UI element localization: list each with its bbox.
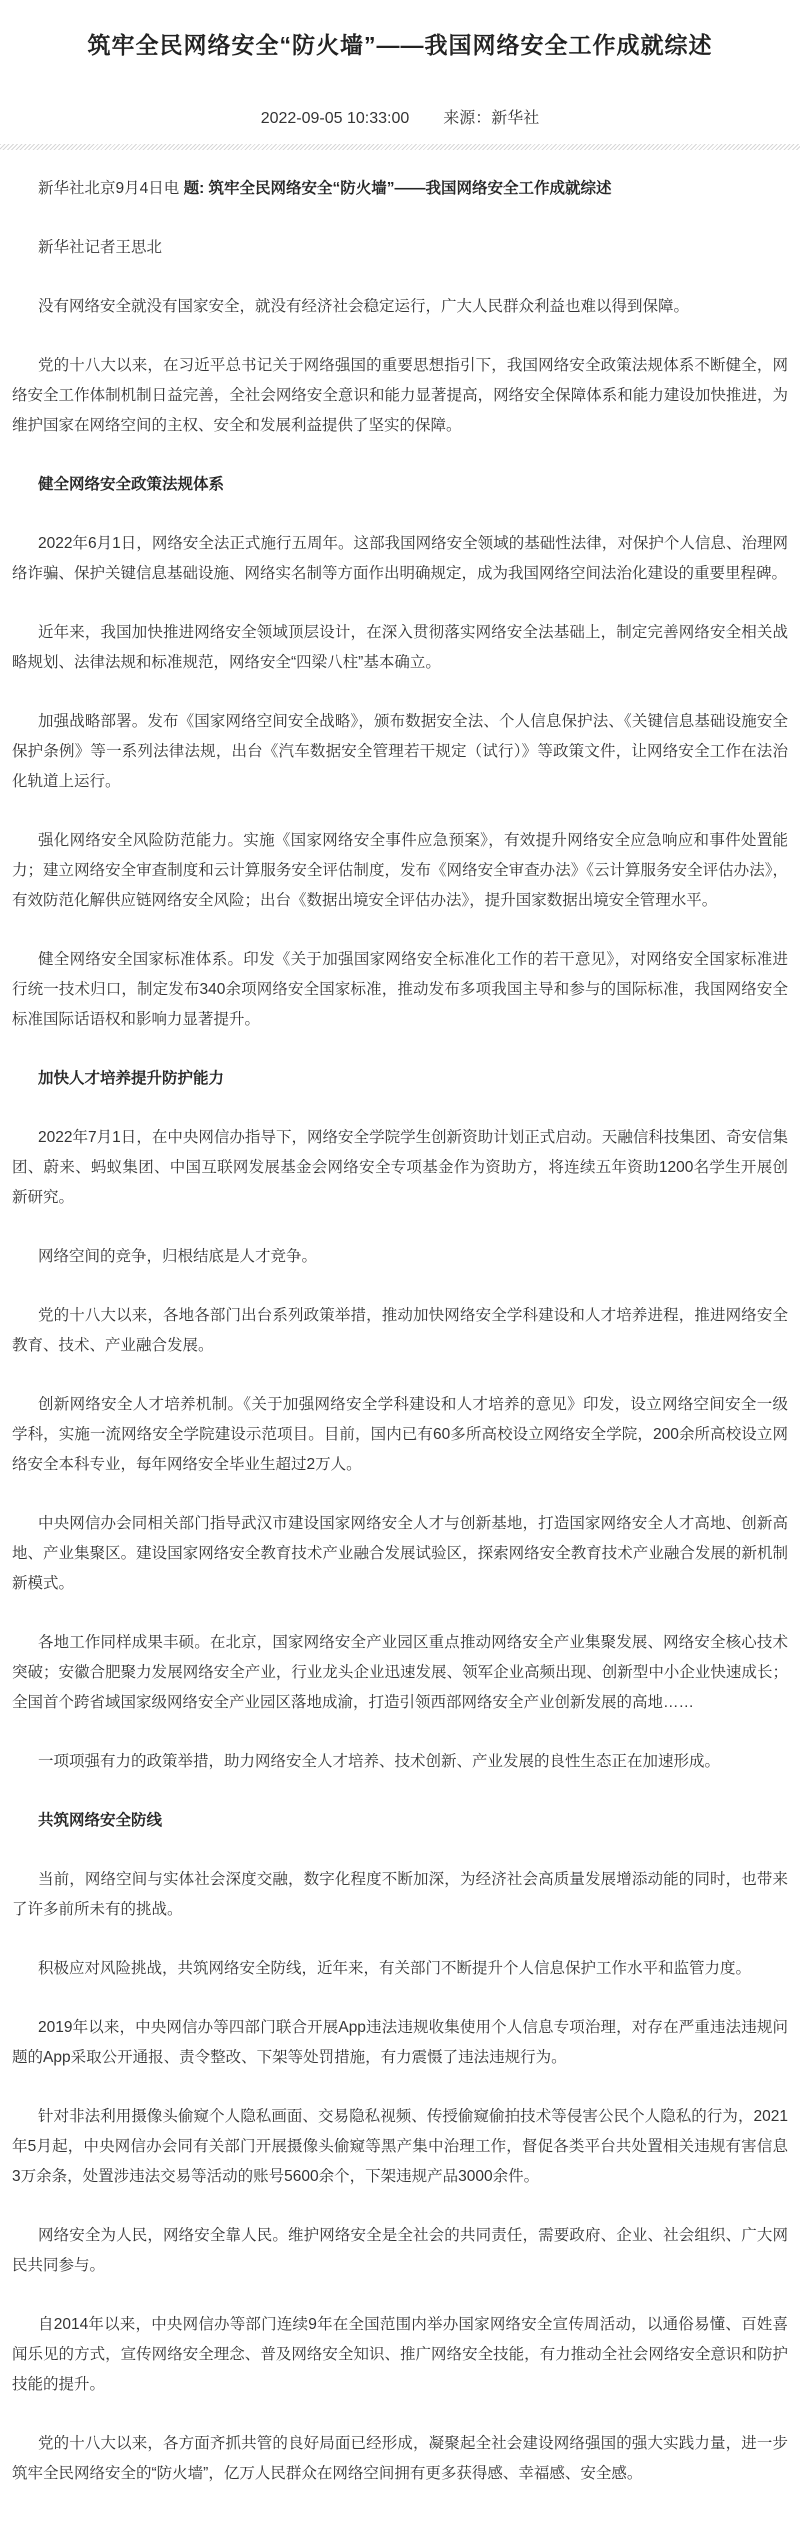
source-label: 来源：新华社 — [443, 110, 540, 127]
lead-title-bold: 题: 筑牢全民网络安全“防火墙”——我国网络安全工作成就综述 — [183, 180, 612, 197]
article-paragraph: 党的十八大以来，在习近平总书记关于网络强国的重要思想指引下，我国网络安全政策法规体系不断健全，网络安全工作体制机制日益完善，全社会网络安全意识和能力显著提高，网络安全保障体系和能力建设加快推进，为维护国家在网络空间的主权、安全和发展利益提供了坚实的保障。 — [12, 357, 788, 434]
article-paragraph: 自2014年以来，中央网信办等部门连续9年在全国范围内举办国家网络安全宣传周活动，以通俗易懂、百姓喜闻乐见的方式，宣传网络安全理念、普及网络安全知识、推广网络安全技能，有力推动全社会网络安全意识和防护技能的提升。 — [12, 2316, 788, 2393]
article-paragraph: 2019年以来，中央网信办等四部门联合开展App违法违规收集使用个人信息专项治理，对存在严重违法违规问题的App采取公开通报、责令整改、下架等处罚措施，有力震慑了违法违规行为。 — [12, 2019, 788, 2066]
article-paragraph: 一项项强有力的政策举措，助力网络安全人才培养、技术创新、产业发展的良性生态正在加速形成。 — [38, 1753, 721, 1770]
article-paragraph: 创新网络安全人才培养机制。《关于加强网络安全学科建设和人才培养的意见》印发，设立网络空间安全一级学科，实施一流网络安全学院建设示范项目。目前，国内已有60多所高校设立网络安全学院，200余所高校设立网络安全本科专业，每年网络安全毕业生超过2万人。 — [12, 1396, 788, 1473]
section-heading: 加快人才培养提升防护能力 — [38, 1070, 225, 1087]
article-paragraph: 2022年7月1日，在中央网信办指导下，网络安全学院学生创新资助计划正式启动。天融信科技集团、奇安信集团、蔚来、蚂蚁集团、中国互联网发展基金会网络安全专项基金作为资助方，将连续五年资助1200名学生开展创新研究。 — [12, 1129, 788, 1206]
article-paragraph: 中央网信办会同相关部门指导武汉市建设国家网络安全人才与创新基地，打造国家网络安全人才高地、创新高地、产业集聚区。建设国家网络安全教育技术产业融合发展试验区，探索网络安全教育技术产业融合发展的新机制新模式。 — [12, 1515, 788, 1592]
article-paragraph: 网络空间的竞争，归根结底是人才竞争。 — [38, 1248, 318, 1265]
article-paragraph: 针对非法利用摄像头偷窥个人隐私画面、交易隐私视频、传授偷窥偷拍技术等侵害公民个人隐私的行为，2021年5月起，中央网信办会同有关部门开展摄像头偷窥等黑产集中治理工作，督促各类平台共处置相关违规有害信息3万余条，处置涉违法交易等活动的账号5600余个，下架违规产品3000余件。 — [12, 2108, 788, 2185]
article-paragraph: 党的十八大以来，各方面齐抓共管的良好局面已经形成，凝聚起全社会建设网络强国的强大实践力量，进一步筑牢全民网络安全的“防火墙”，亿万人民群众在网络空间拥有更多获得感、幸福感、安全感。 — [12, 2435, 788, 2482]
section-heading: 健全网络安全政策法规体系 — [38, 476, 225, 493]
article-paragraph: 党的十八大以来，各地各部门出台系列政策举措，推动加快网络安全学科建设和人才培养进程，推进网络安全教育、技术、产业融合发展。 — [12, 1307, 788, 1354]
section-heading: 共筑网络安全防线 — [38, 1812, 163, 1829]
article-paragraph: 网络安全为人民，网络安全靠人民。维护网络安全是全社会的共同责任，需要政府、企业、社会组织、广大网民共同参与。 — [12, 2227, 788, 2274]
article-body — [0, 150, 800, 2538]
article-paragraph: 积极应对风险挑战，共筑网络安全防线，近年来，有关部门不断提升个人信息保护工作水平和监管力度。 — [38, 1960, 752, 1977]
article-paragraph: 近年来，我国加快推进网络安全领域顶层设计，在深入贯彻落实网络安全法基础上，制定完善网络安全相关战略规划、法律法规和标准规范，网络安全“四梁八柱”基本确立。 — [12, 624, 788, 671]
article-paragraph: 各地工作同样成果丰硕。在北京，国家网络安全产业园区重点推动网络安全产业集聚发展、网络安全核心技术突破；安徽合肥聚力发展网络安全产业，行业龙头企业迅速发展、领军企业高频出现、创新型中小企业快速成长；全国首个跨省域国家级网络安全产业园区落地成渝，打造引领西部网络安全产业创新发展的高地…… — [12, 1634, 788, 1711]
article-paragraph: 加强战略部署。发布《国家网络空间安全战略》，颁布数据安全法、个人信息保护法、《关键信息基础设施安全保护条例》等一系列法律法规，出台《汽车数据安全管理若干规定（试行）》等政策文件，让网络安全工作在法治化轨道上运行。 — [12, 713, 788, 790]
article-header — [0, 0, 800, 130]
article-paragraph: 强化网络安全风险防范能力。实施《国家网络安全事件应急预案》，有效提升网络安全应急响应和事件处置能力；建立网络安全审查制度和云计算服务安全评估制度，发布《网络安全审查办法》《云计算服务安全评估办法》，有效防范化解供应链网络安全风险；出台《数据出境安全评估办法》，提升国家数据出境安全管理水平。 — [12, 832, 788, 909]
article-paragraph: 健全网络安全国家标准体系。印发《关于加强国家网络安全标准化工作的若干意见》，对网络安全国家标准进行统一技术归口，制定发布340余项网络安全国家标准，推动发布多项我国主导和参与的国际标准，我国网络安全标准国际话语权和影响力显著提升。 — [12, 951, 788, 1028]
lead-paragraph — [12, 174, 788, 204]
dateline-prefix: 新华社北京9月4日电 — [38, 180, 184, 197]
article-paragraph: 当前，网络空间与实体社会深度交融，数字化程度不断加深，为经济社会高质量发展增添动能的同时，也带来了许多前所未有的挑战。 — [12, 1871, 788, 1918]
publish-datetime: 2022-09-05 10:33:00 — [260, 110, 410, 127]
article-paragraph: 没有网络安全就没有国家安全，就没有经济社会稳定运行，广大人民群众利益也难以得到保障。 — [38, 298, 690, 315]
article-paragraph: 2022年6月1日，网络安全法正式施行五周年。这部我国网络安全领域的基础性法律，对保护个人信息、治理网络诈骗、保护关键信息基础设施、网络实名制等方面作出明确规定，成为我国网络空间法治化建设的重要里程碑。 — [12, 535, 788, 582]
article-meta — [0, 108, 800, 130]
article-paragraph: 新华社记者王思北 — [38, 239, 163, 256]
page-title: 筑牢全民网络安全“防火墙”——我国网络安全工作成就综述 — [87, 32, 713, 58]
